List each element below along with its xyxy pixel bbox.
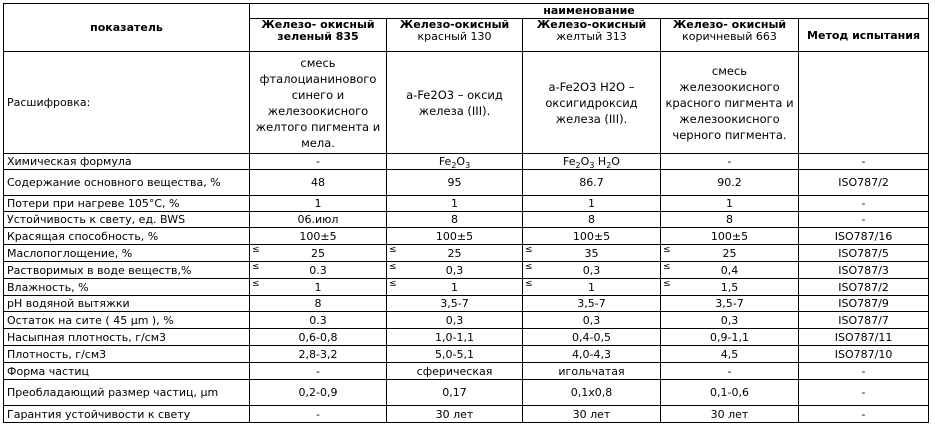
cell-value: 1: [451, 280, 458, 294]
header-col-yellow: [523, 19, 661, 52]
table-row: [4, 196, 929, 212]
cell-method: -: [799, 380, 929, 406]
cell-value: 25: [447, 246, 462, 260]
formula-yellow-fe: Fe: [563, 155, 576, 168]
table-row: [4, 212, 929, 228]
decoding-row: [4, 52, 929, 154]
cell-method: -: [799, 406, 929, 423]
cell-value: 0.3: [309, 263, 327, 277]
cell-red: 100±5: [387, 228, 523, 245]
cell-green: 8: [250, 296, 387, 312]
decoding-method: [799, 52, 929, 154]
header-col-green: [250, 19, 387, 52]
cell-value: 25: [311, 246, 325, 260]
cell-green: [250, 279, 387, 296]
cell-yellow: 0,3: [523, 312, 661, 329]
header-col-brown: [661, 19, 799, 52]
le-icon: ≤: [252, 262, 260, 272]
le-icon: ≤: [389, 245, 397, 255]
cell-brown: 100±5: [661, 228, 799, 245]
cell-value: 35: [584, 246, 599, 260]
cell-green: 0.3: [250, 312, 387, 329]
cell-green: -: [250, 406, 387, 423]
cell-value: 0,3: [445, 263, 464, 277]
formula-brown: -: [661, 154, 799, 170]
cell-red: 8: [387, 212, 523, 228]
cell-method: ISO787/7: [799, 312, 929, 329]
decoding-brown: смесь железоокисного красного пигмента и железоокисного черного пигмента.: [661, 52, 799, 154]
le-icon: ≤: [252, 279, 260, 289]
cell-yellow: [523, 245, 661, 262]
table-row: [4, 363, 929, 380]
row-label: pH водяной вытяжки: [4, 296, 250, 312]
formula-yellow-sub1: 2: [575, 161, 581, 170]
table-row: [4, 312, 929, 329]
header-col-red-line1: Железо-окисный: [399, 18, 510, 31]
formula-label: Химическая формула: [4, 154, 250, 170]
row-label: Устойчивость к свету, ед. BWS: [4, 212, 250, 228]
cell-green: 48: [250, 170, 387, 196]
cell-red: [387, 262, 523, 279]
row-label: Насыпная плотность, г/см3: [4, 329, 250, 346]
cell-red: [387, 279, 523, 296]
row-label: Маслопоглощение, %: [4, 245, 250, 262]
formula-row: [4, 154, 929, 170]
header-col-red: [387, 19, 523, 52]
cell-yellow: [523, 279, 661, 296]
cell-red: 95: [387, 170, 523, 196]
header-col-method: Метод испытания: [799, 19, 929, 52]
cell-green: [250, 262, 387, 279]
cell-yellow: 8: [523, 212, 661, 228]
cell-red: [387, 245, 523, 262]
row-label: Красящая способность, %: [4, 228, 250, 245]
formula-red-fe: Fe: [438, 155, 452, 168]
row-label: Растворимых в воде веществ,%: [4, 262, 250, 279]
cell-value: 1,5: [720, 280, 739, 294]
formula-red-sub1: 2: [451, 161, 457, 170]
cell-method: ISO787/11: [799, 329, 929, 346]
formula-yellow-o: O: [580, 155, 590, 168]
cell-yellow: 4,0-4,3: [523, 346, 661, 363]
row-label: Потери при нагреве 105°C, %: [4, 196, 250, 212]
cell-yellow: 0,4-0,5: [523, 329, 661, 346]
cell-green: 0,6-0,8: [250, 329, 387, 346]
cell-brown: 0,3: [661, 312, 799, 329]
cell-brown: [661, 279, 799, 296]
table-row: [4, 380, 929, 406]
cell-red: 0,17: [387, 380, 523, 406]
cell-method: ISO787/3: [799, 262, 929, 279]
cell-value: 25: [722, 246, 737, 260]
cell-red: 1,0-1,1: [387, 329, 523, 346]
row-label: Остаток на сите ( 45 μm ), %: [4, 312, 250, 329]
table-row: [4, 406, 929, 423]
cell-method: -: [799, 212, 929, 228]
cell-brown: 0,9-1,1: [661, 329, 799, 346]
cell-method: ISO787/5: [799, 245, 929, 262]
table-row: [4, 346, 929, 363]
header-indicator: показатель: [4, 4, 250, 52]
header-name-group: наименование: [250, 4, 929, 19]
le-icon: ≤: [663, 245, 671, 255]
cell-yellow: 0,1x0,8: [523, 380, 661, 406]
row-label: Содержание основного вещества, %: [4, 170, 250, 196]
cell-method: ISO787/2: [799, 170, 929, 196]
header-col-red-line2: красный 130: [417, 30, 492, 43]
cell-red: 3,5-7: [387, 296, 523, 312]
decoding-yellow: a-Fe2O3 H2O – оксигидроксид железа (III).: [523, 52, 661, 154]
cell-method: ISO787/10: [799, 346, 929, 363]
table-row: [4, 279, 929, 296]
cell-red: 30 лет: [387, 406, 523, 423]
table-row: [4, 245, 929, 262]
decoding-red: a-Fe2O3 – оксид железа (III).: [387, 52, 523, 154]
formula-green: -: [250, 154, 387, 170]
table-row: [4, 170, 929, 196]
header-row-1: [4, 4, 929, 19]
cell-brown: [661, 245, 799, 262]
row-label: Плотность, г/см3: [4, 346, 250, 363]
cell-red: 1: [387, 196, 523, 212]
cell-yellow: [523, 262, 661, 279]
header-col-brown-line2: коричневый 663: [682, 30, 777, 43]
cell-method: -: [799, 196, 929, 212]
cell-green: [250, 245, 387, 262]
le-icon: ≤: [663, 279, 671, 289]
cell-value: 0,3: [582, 263, 601, 277]
le-icon: ≤: [525, 279, 533, 289]
cell-method: ISO787/2: [799, 279, 929, 296]
cell-brown: 1: [661, 196, 799, 212]
decoding-green: смесь фталоцианинового синего и железоокисного желтого пигмента и мела.: [250, 52, 387, 154]
cell-green: 1: [250, 196, 387, 212]
formula-red-sub2: 3: [465, 161, 471, 170]
header-col-green-text: Железо- окисный зеленый 835: [261, 18, 375, 43]
cell-method: -: [799, 363, 929, 380]
decoding-label: Расшифровка:: [4, 52, 250, 154]
cell-green: -: [250, 363, 387, 380]
formula-red: [387, 154, 523, 170]
cell-brown: 0,1-0,6: [661, 380, 799, 406]
row-label: Форма частиц: [4, 363, 250, 380]
pigment-properties-table: [3, 3, 929, 423]
cell-method: ISO787/16: [799, 228, 929, 245]
table-row: [4, 262, 929, 279]
cell-green: 0,2-0,9: [250, 380, 387, 406]
formula-yellow-o2: O: [611, 155, 620, 168]
le-icon: ≤: [252, 245, 260, 255]
le-icon: ≤: [389, 279, 397, 289]
cell-brown: 90.2: [661, 170, 799, 196]
row-label: Гарантия устойчивости к свету: [4, 406, 250, 423]
cell-value: 1: [588, 280, 595, 294]
cell-yellow: 3,5-7: [523, 296, 661, 312]
formula-yellow-h: H: [594, 155, 607, 168]
cell-brown: 30 лет: [661, 406, 799, 423]
cell-yellow: 86.7: [523, 170, 661, 196]
header-col-yellow-line1: Железо-окисный: [536, 18, 647, 31]
cell-brown: [661, 262, 799, 279]
table-row: [4, 296, 929, 312]
cell-brown: -: [661, 363, 799, 380]
formula-yellow: [523, 154, 661, 170]
table-row: [4, 228, 929, 245]
cell-yellow: 30 лет: [523, 406, 661, 423]
cell-red: 5,0-5,1: [387, 346, 523, 363]
cell-yellow: игольчатая: [523, 363, 661, 380]
formula-red-o: O: [456, 155, 466, 168]
header-col-brown-line1: Железо- окисный: [672, 18, 787, 31]
table-row: [4, 329, 929, 346]
le-icon: ≤: [663, 262, 671, 272]
le-icon: ≤: [389, 262, 397, 272]
le-icon: ≤: [525, 245, 533, 255]
cell-brown: 4,5: [661, 346, 799, 363]
row-label: Преобладающий размер частиц, μm: [4, 380, 250, 406]
cell-green: 06.июл: [250, 212, 387, 228]
cell-yellow: 1: [523, 196, 661, 212]
formula-yellow-sub2: 3: [589, 161, 595, 170]
cell-method: ISO787/9: [799, 296, 929, 312]
cell-value: 0,4: [720, 263, 739, 277]
cell-red: 0,3: [387, 312, 523, 329]
cell-red: сферическая: [387, 363, 523, 380]
cell-value: 1: [314, 280, 322, 294]
le-icon: ≤: [525, 262, 533, 272]
cell-brown: 3,5-7: [661, 296, 799, 312]
row-label: Влажность, %: [4, 279, 250, 296]
cell-green: 2,8-3,2: [250, 346, 387, 363]
formula-method: -: [799, 154, 929, 170]
cell-yellow: 100±5: [523, 228, 661, 245]
cell-brown: 8: [661, 212, 799, 228]
header-col-yellow-line2: желтый 313: [556, 30, 627, 43]
cell-green: 100±5: [250, 228, 387, 245]
formula-yellow-sub3: 2: [606, 161, 612, 170]
